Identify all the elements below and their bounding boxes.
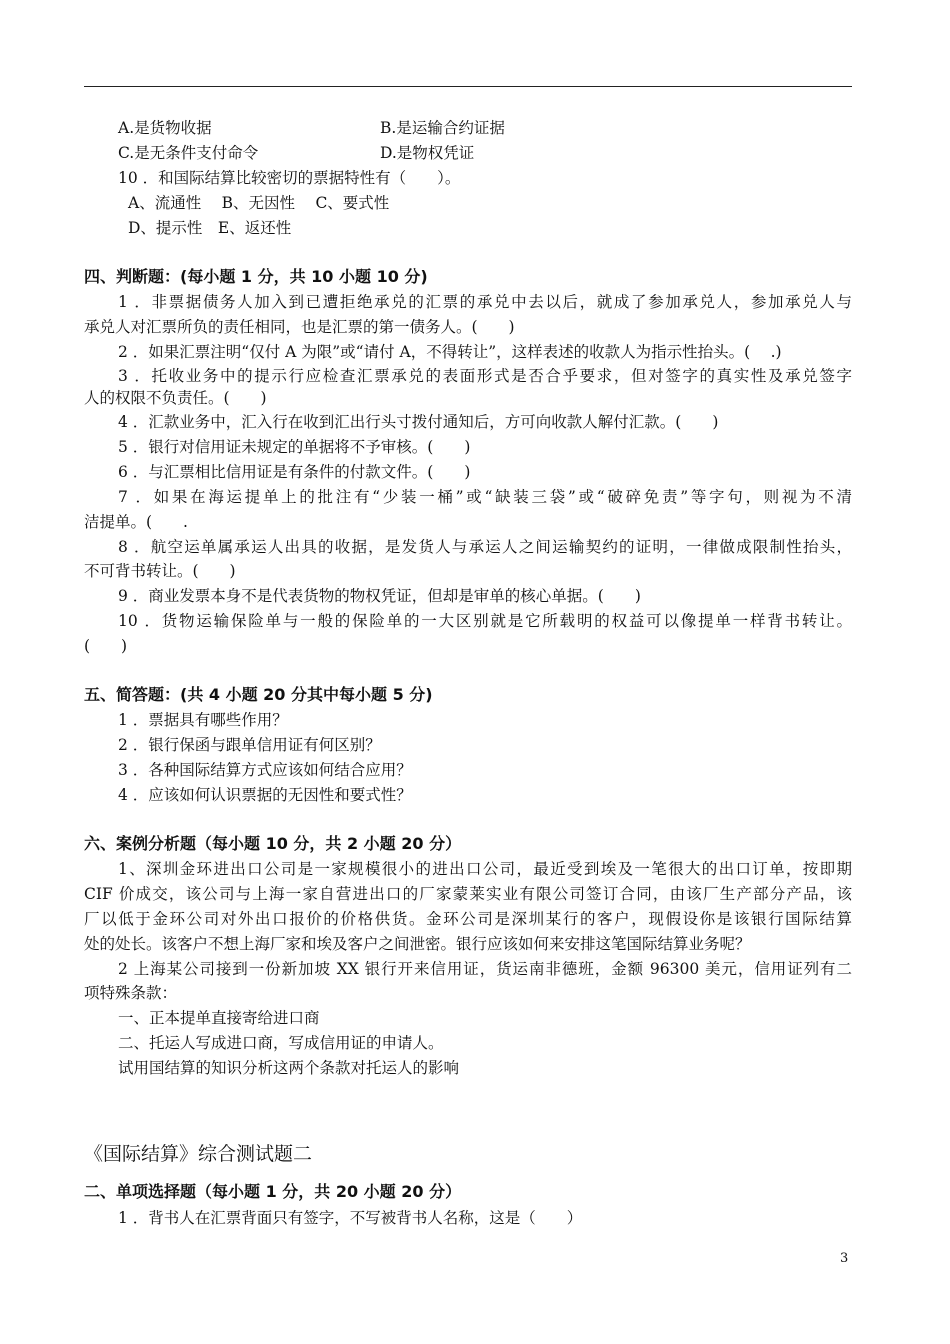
header-rule (84, 86, 852, 87)
section5-line: 3 ．各种国际结算方式应该如何结合应用？ (118, 761, 412, 779)
section5-heading: 五、简答题：(共 4 小题 20 分其中每小题 5 分) (84, 685, 433, 704)
q9-option-b: B.是运输合约证据 (380, 119, 505, 137)
section4-line: 人的权限不负责任。( ) (84, 389, 267, 407)
section4-heading: 四、判断题：(每小题 1 分，共 10 小题 10 分) (84, 267, 428, 286)
section4-line: 6 ．与汇票相比信用证是有条件的付款文件。( ) (118, 463, 471, 481)
section4-line: 5 ．银行对信用证未规定的单据将不予审核。( ) (118, 438, 471, 456)
section4-line: 4 ．汇款业务中，汇入行在收到汇出行头寸拨付通知后，方可向收款人解付汇款。( ) (118, 413, 719, 431)
page-number: 3 (840, 1251, 849, 1266)
section4-line: 8 ．航空运单属承运人出具的收据，是发货人与承运人之间运输契约的证明，一律做成限制性抬头， (118, 538, 852, 556)
section6-line: 一、正本提单直接寄给进口商 (118, 1009, 320, 1027)
section4-line: 洁提单。( . (84, 513, 188, 531)
test2-q1: 1 ．背书人在汇票背面只有签字，不写被背书人名称，这是（ ） (118, 1209, 583, 1227)
section4-line: 承兑人对汇票所负的责任相同，也是汇票的第一债务人。( ) (84, 318, 515, 336)
section4-line: 1 ．非票据债务人加入到已遭拒绝承兑的汇票的承兑中去以后，就成了参加承兑人，参加承兑人与 (118, 293, 852, 311)
section6-line: 2 上海某公司接到一份新加坡 XX 银行开来信用证，货运南非德班，金额 96300 美元，信用证列有二 (118, 960, 852, 978)
section6-line: 处的处长。该客户不想上海厂家和埃及客户之间泄密。银行应该如何来安排这笔国际结算业务呢？ (84, 935, 751, 953)
section4-line: ( ) (84, 637, 128, 655)
section6-line: CIF 价成交，该公司与上海一家自营进出口的厂家蒙莱实业有限公司签订合同，由该厂生产部分产品，该 (84, 885, 852, 903)
section6-line: 试用国结算的知识分析这两个条款对托运人的影响 (118, 1059, 460, 1077)
q10-options-line1: A、流通性 B、无因性 C、要式性 (128, 194, 390, 212)
section4-line: 9 ．商业发票本身不是代表货物的物权凭证，但却是审单的核心单据。( ) (118, 587, 641, 605)
section4-line: 3 ．托收业务中的提示行应检查汇票承兑的表面形式是否合乎要求，但对签字的真实性及承兑签字 (118, 367, 852, 385)
section5-line: 1 ．票据具有哪些作用？ (118, 711, 288, 729)
test2-section-heading: 二、单项选择题（每小题 1 分，共 20 小题 20 分） (84, 1182, 462, 1201)
q10-options-line2: D、提示性 E、返还性 (128, 219, 292, 237)
q9-option-c: C.是无条件支付命令 (118, 144, 259, 162)
section5-line: 2 ．银行保函与跟单信用证有何区别？ (118, 736, 381, 754)
section4-line: 7 ．如果在海运提单上的批注有“少装一桶”或“缺装三袋”或“破碎免责”等字句，则视为不清 (118, 488, 852, 506)
q10-stem: 10 ．和国际结算比较密切的票据特性有（ ）。 (118, 169, 461, 187)
section6-line: 厂以低于金环公司对外出口报价的价格供货。金环公司是深圳某行的客户，现假设你是该银行国际结算 (84, 910, 852, 928)
section5-line: 4 ．应该如何认识票据的无因性和要式性？ (118, 786, 412, 804)
section6-heading: 六、案例分析题（每小题 10 分，共 2 小题 20 分） (84, 834, 462, 853)
section4-line: 2 ．如果汇票注明“仅付 A 为限”或“请付 A，不得转让”，这样表述的收款人为指示性抬头。( .) (118, 343, 782, 361)
section6-line: 二、托运人写成进口商，写成信用证的申请人。 (118, 1034, 444, 1052)
section6-line: 1、深圳金环进出口公司是一家规模很小的进出口公司，最近受到埃及一笔很大的出口订单，按即期 (118, 860, 852, 878)
q9-option-a: A.是货物收据 (118, 119, 212, 137)
test2-title: 《国际结算》综合测试题二 (84, 1143, 313, 1165)
section6-line: 项特殊条款： (84, 984, 178, 1002)
q9-option-d: D.是物权凭证 (380, 144, 475, 162)
section4-line: 不可背书转让。( ) (84, 562, 236, 580)
section4-line: 10 ．货物运输保险单与一般的保险单的一大区别就是它所载明的权益可以像提单一样背书转让。 (118, 612, 852, 630)
